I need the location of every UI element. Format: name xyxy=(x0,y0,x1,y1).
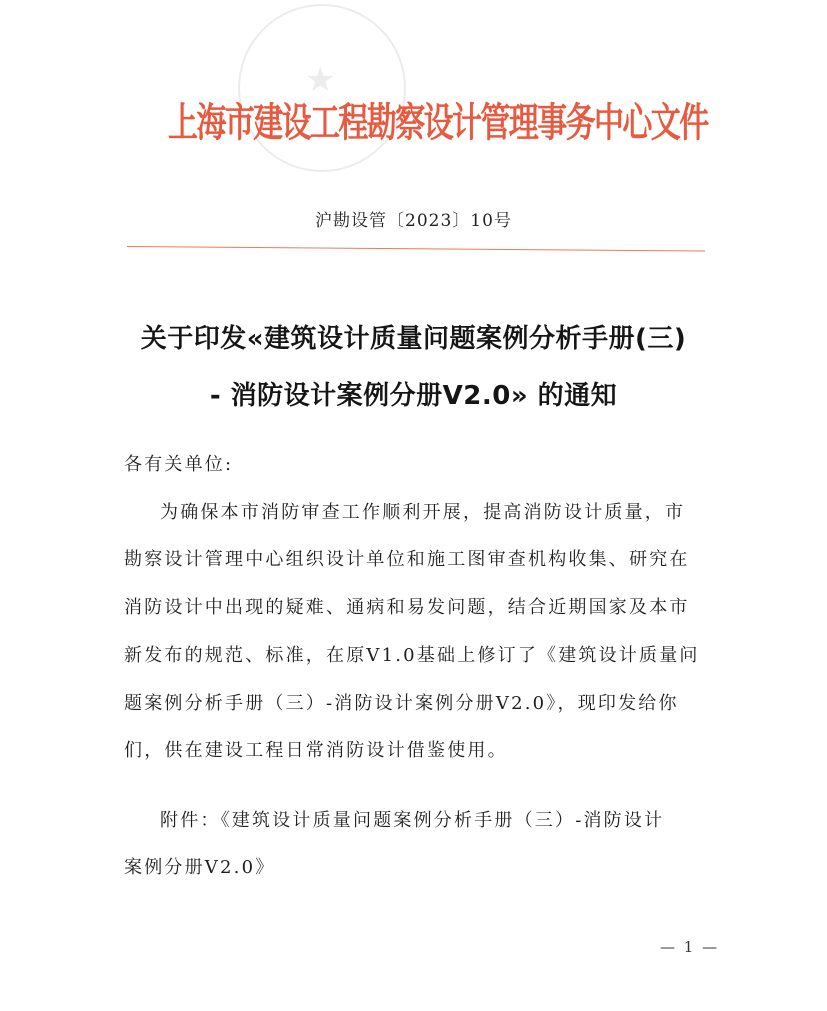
paragraph-line: 勘察设计管理中心组织设计单位和施工图审查机构收集、研究在 xyxy=(124,549,690,570)
document-number: 沪勘设管〔2023〕10号 xyxy=(315,211,512,231)
paragraph-line: 消防设计中出现的疑难、通病和易发问题，结合近期国家及本市 xyxy=(124,597,690,618)
attachment-line: 案例分册V2.0》 xyxy=(124,857,276,878)
paragraph-line: 为确保本市消防审查工作顺利开展，提高消防设计质量，市 xyxy=(160,502,686,523)
salutation: 各有关单位: xyxy=(124,454,234,475)
seal-star-icon: ★ xyxy=(305,60,336,100)
attachment-line: 附件：《建筑设计质量问题案例分析手册（三）-消防设计 xyxy=(160,810,665,831)
notice-title-line-2: - 消防设计案例分册V2.0» 的通知 xyxy=(209,381,618,411)
red-divider-line xyxy=(127,246,705,252)
issuer-heading: 上海市建设工程勘察设计管理事务中心文件 xyxy=(168,100,708,147)
paragraph-line: 题案例分析手册（三）-消防设计案例分册V2.0》，现印发给你 xyxy=(124,693,679,714)
notice-title-line-1: 关于印发«建筑设计质量问题案例分析手册(三) xyxy=(140,324,687,354)
paragraph-line: 们，供在建设工程日常消防设计借鉴使用。 xyxy=(124,740,508,761)
paragraph-line: 新发布的规范、标准，在原V1.0基础上修订了《建筑设计质量问 xyxy=(124,645,700,666)
page-number: — 1 — xyxy=(660,938,720,956)
